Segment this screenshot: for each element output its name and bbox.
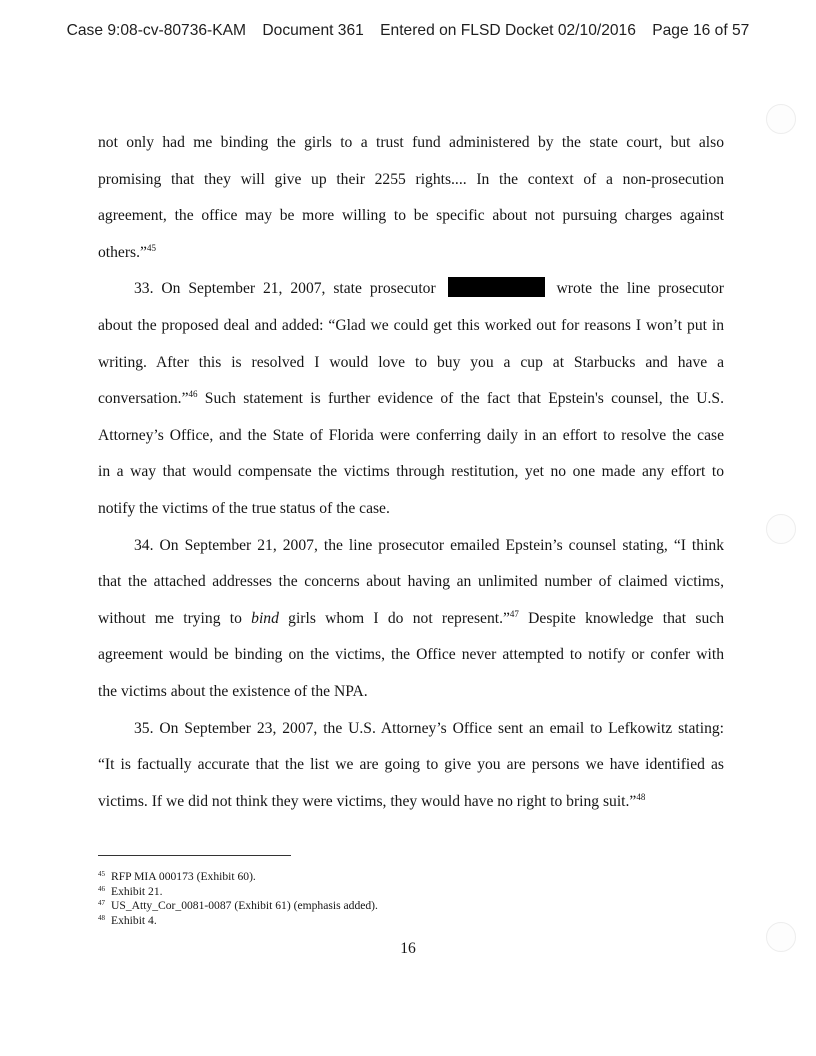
text-line: Attorney’s Office, and the State of Florida were conferring daily in an effort to resolve the case	[98, 426, 724, 444]
text-line: about the proposed deal and added: “Glad we could get this worked out for reasons I won’t put in	[98, 316, 724, 334]
punch-hole-mark	[766, 514, 796, 544]
page-indicator: Page 16 of 57	[652, 22, 750, 39]
punch-hole-mark	[766, 104, 796, 134]
text-line: others.”$^{45}$	[98, 242, 156, 261]
text-line: “It is factually accurate that the list we are going to give you are persons we have identified as	[98, 756, 724, 774]
text-line: not only had me binding the girls to a trust fund administered by the state court, but also	[98, 134, 724, 151]
text-line: without me trying to bind girls whom I do not represent.”$^{47}$ Despite knowledge that such	[98, 608, 724, 627]
page-number: 16	[400, 940, 416, 957]
text-line: agreement would be binding on the victims, the Office never attempted to notify or confer with	[98, 646, 724, 664]
footnote-ref: 45	[146, 242, 156, 253]
footnote-ref: 48	[636, 791, 646, 802]
footnotes	[98, 870, 724, 928]
text-line: promising that they will give up their 2255 rights.... In the context of a non-prosecution	[98, 170, 724, 188]
footnote: $^{47}$ US_Atty_Cor_0081-0087 (Exhibit 61) (emphasis added).	[98, 899, 378, 912]
text-line: agreement, the office may be more willing to be specific about not pursuing charges against	[98, 207, 724, 225]
text-line: that the attached addresses the concerns about having an unlimited number of claimed victims,	[98, 573, 724, 591]
footnote-ref: 47	[509, 608, 519, 619]
text-line: the victims about the existence of the NPA.	[98, 682, 368, 700]
text-line: victims. If we did not think they were victims, they would have no right to bring suit.”$^{48}$	[98, 791, 646, 810]
paragraph-35-line: 35. On September 23, 2007, the U.S. Attorney’s Office sent an email to Lefkowitz stating:	[134, 719, 724, 737]
footnote: $^{46}$ Exhibit 21.	[98, 884, 163, 898]
text-line: in a way that would compensate the victims through restitution, yet no one made any effort to	[98, 463, 724, 481]
footnote-divider	[98, 855, 291, 856]
footnote: $^{48}$ Exhibit 4.	[98, 913, 157, 927]
redaction-block	[448, 277, 545, 297]
docket-entry-date: Entered on FLSD Docket 02/10/2016	[380, 22, 636, 39]
ecf-filing-header	[0, 22, 816, 40]
text-line: conversation.”$^{46}$ Such statement is further evidence of the fact that Epstein's counsel, the U.S.	[98, 389, 724, 408]
paragraph-34-line: 34. On September 21, 2007, the line prosecutor emailed Epstein’s counsel stating, “I think	[134, 536, 724, 554]
text-line: writing. After this is resolved I would love to buy you a cup at Starbucks and have a	[98, 353, 724, 371]
document-number: Document 361	[262, 22, 364, 39]
footnote-ref: 46	[188, 389, 198, 400]
paragraph-33-line: 33. On September 21, 2007, state prosecutor wrote the line prosecutor	[98, 274, 724, 311]
text-line: notify the victims of the true status of the case.	[98, 499, 390, 517]
footnote: $^{45}$ RFP MIA 000173 (Exhibit 60).	[98, 870, 256, 883]
body-text	[98, 128, 724, 823]
case-number: Case 9:08-cv-80736-KAM	[66, 22, 247, 39]
emphasis-text: bind	[251, 609, 279, 627]
